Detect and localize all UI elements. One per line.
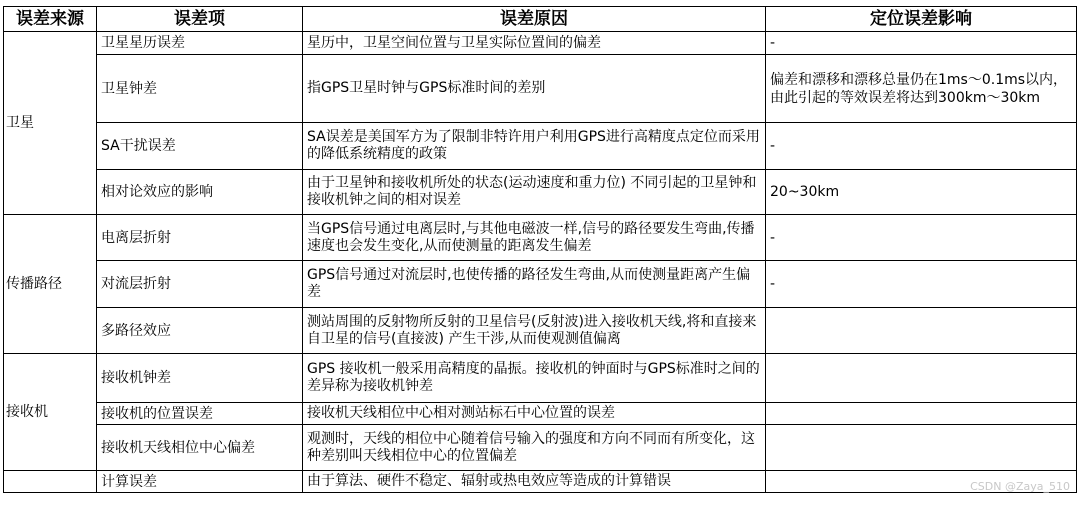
source-cell [4,471,97,493]
impact-cell: - [766,32,1077,55]
cause-cell: 观测时，天线的相位中心随着信号输入的强度和方向不同而有所变化，这种差别叫天线相位中心的位置偏差 [303,425,766,471]
impact-cell: - [766,261,1077,308]
table-row [4,425,1077,471]
source-cell: 传播路径 [4,215,97,354]
table-row [4,215,1077,261]
cause-cell: GPS信号通过对流层时,也使传播的路径发生弯曲,从而使测量距离产生偏差 [303,261,766,308]
watermark: CSDN @Zaya_510 [970,480,1070,493]
impact-cell: - [766,123,1077,170]
impact-cell: 20~30km [766,170,1077,215]
impact-cell: - [766,215,1077,261]
error-table [3,6,1077,493]
table-row [4,170,1077,215]
table-row [4,261,1077,308]
item-cell: 相对论效应的影响 [97,170,303,215]
source-cell: 接收机 [4,354,97,471]
item-cell: 多路径效应 [97,308,303,354]
table-row [4,308,1077,354]
header-positioning-impact: 定位误差影响 [766,7,1077,32]
table-row [4,55,1077,123]
header-error-item: 误差项 [97,7,303,32]
table-row [4,123,1077,170]
cause-cell: SA误差是美国军方为了限制非特许用户利用GPS进行高精度点定位而采用的降低系统精度的政策 [303,123,766,170]
cause-cell: 接收机天线相位中心相对测站标石中心位置的误差 [303,403,766,425]
cause-cell: 指GPS卫星时钟与GPS标准时间的差别 [303,55,766,123]
table-row [4,354,1077,403]
item-cell: 对流层折射 [97,261,303,308]
table-row [4,32,1077,55]
impact-cell: 偏差和漂移和漂移总量仍在1ms～0.1ms以内，由此引起的等效误差将达到300km～30km [766,55,1077,123]
cause-cell: GPS 接收机一般采用高精度的晶振。接收机的钟面时与GPS标准时之间的差异称为接收机钟差 [303,354,766,403]
item-cell: 卫星钟差 [97,55,303,123]
cause-cell: 由于卫星钟和接收机所处的状态(运动速度和重力位) 不同引起的卫星钟和接收机钟之间的相对误差 [303,170,766,215]
item-cell: 接收机天线相位中心偏差 [97,425,303,471]
header-error-source: 误差来源 [4,7,97,32]
table-row [4,403,1077,425]
cause-cell: 测站周围的反射物所反射的卫星信号(反射波)进入接收机天线,将和直接来自卫星的信号(直接波) 产生干涉,从而使观测值偏离 [303,308,766,354]
cause-cell: 由于算法、硬件不稳定、辐射或热电效应等造成的计算错误 [303,471,766,493]
item-cell: 接收机钟差 [97,354,303,403]
impact-cell [766,354,1077,403]
impact-cell [766,403,1077,425]
header-row [4,7,1077,32]
header-error-cause: 误差原因 [303,7,766,32]
impact-cell [766,308,1077,354]
source-cell: 卫星 [4,32,97,215]
item-cell: 电离层折射 [97,215,303,261]
impact-cell [766,425,1077,471]
item-cell: SA干扰误差 [97,123,303,170]
cause-cell: 星历中，卫星空间位置与卫星实际位置间的偏差 [303,32,766,55]
table-row [4,471,1077,493]
item-cell: 卫星星历误差 [97,32,303,55]
cause-cell: 当GPS信号通过电离层时,与其他电磁波一样,信号的路径要发生弯曲,传播速度也会发生变化,从而使测量的距离发生偏差 [303,215,766,261]
item-cell: 接收机的位置误差 [97,403,303,425]
item-cell: 计算误差 [97,471,303,493]
